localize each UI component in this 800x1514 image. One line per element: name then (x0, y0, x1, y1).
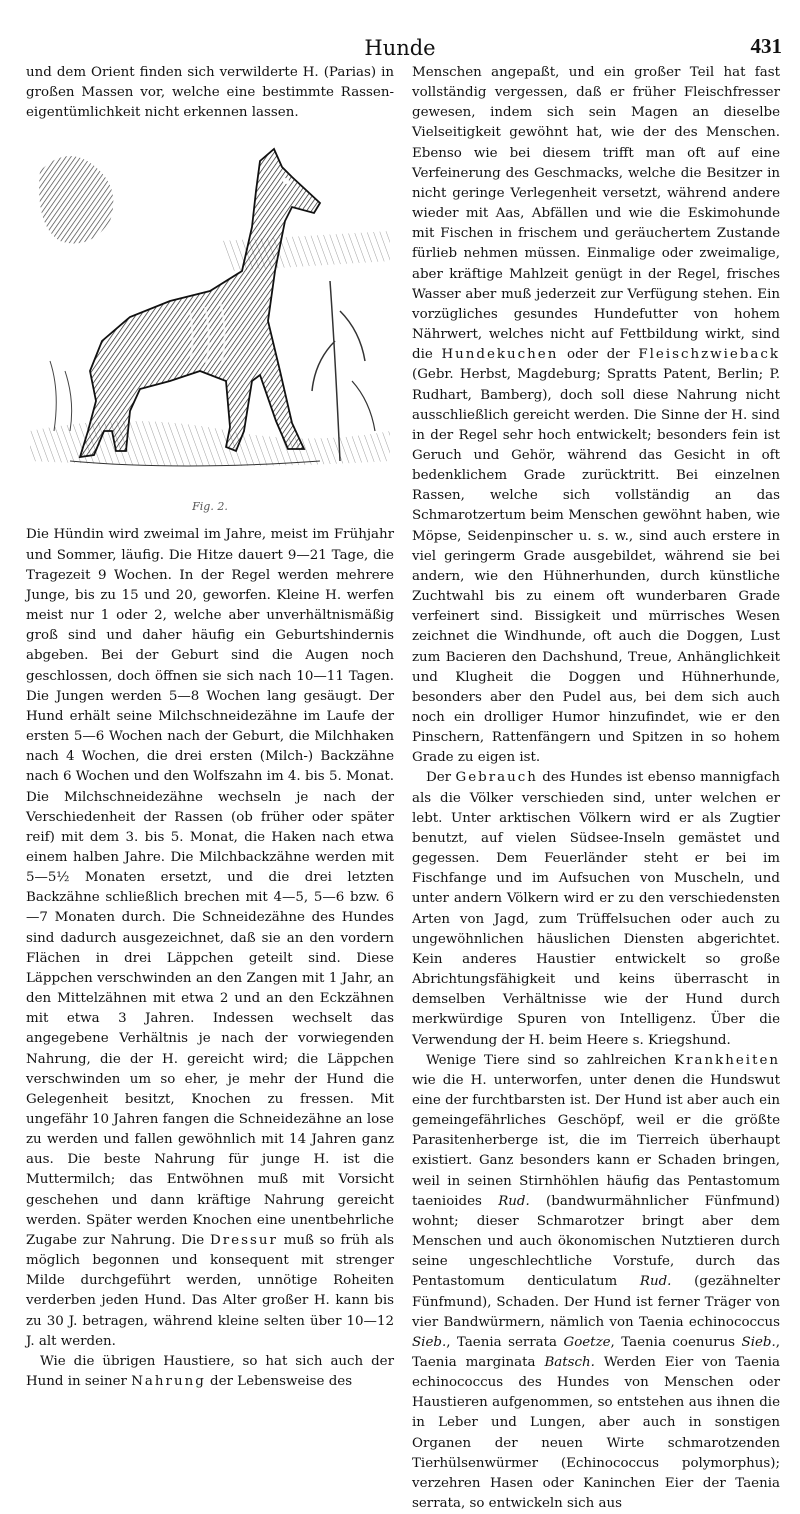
nahrung-term: Nahrung (131, 1374, 206, 1390)
oder-der-text: oder der (558, 347, 639, 363)
intro-paragraph: und dem Orient finden sich verwilderte H. (Parias) in großen Massen vor, welche eine bestimmte Rassen-eigentümlichkeit nicht erkennen lassen. (26, 65, 394, 121)
fleischzwieback-term: Fleischzwieback (638, 347, 780, 363)
author-rud-1: Rud. (498, 1193, 530, 1209)
author-batsch: Batsch. (544, 1355, 595, 1370)
running-head (0, 30, 800, 60)
author-sieb-2: Sieb. (741, 1334, 776, 1350)
food-text-end: der Lebensweise des (205, 1374, 353, 1390)
dog-engraving-icon (30, 131, 390, 501)
food-text-start: Wie die übrigen Haustiere, so hat sich auch der Hund in seiner (26, 1353, 394, 1390)
page-number: 431 (750, 34, 782, 58)
food-paragraph-cont (412, 63, 780, 768)
krankheiten-term: Krankheiten (674, 1052, 780, 1068)
breeding-paragraph (26, 525, 394, 1351)
figure-caption: Fig. 2. (192, 500, 228, 514)
left-column (26, 63, 394, 1392)
hundekuchen-term: Hundekuchen (441, 347, 559, 363)
dressur-term: Dressur (210, 1232, 278, 1248)
disease-paragraph (412, 1051, 780, 1514)
dog-illustration (26, 127, 394, 525)
food-paragraph-start (26, 1352, 394, 1392)
disease-text-3: (gezähnelter Fünfmund), Schaden. Der Hund ist ferner Träger von vier Bandwürmern, nämlich von Taenia echinococcus (412, 1274, 780, 1330)
breeding-text: Die Hündin wird zweimal im Jahre, meist im Frühjahr und Sommer, läufig. Die Hitze dauert 9—21 Tage, die Tragezeit 9 Wochen. In der Regel werden mehrere Junge, bis zu 15 und 20, geworfen. Kleine H. werfen meist nur 1 oder 2, welche aber unverhältnismäßig groß sind und daher häufig ein Geburtshindernis abgeben. Bei der Geburt sind die Augen noch geschlossen, doch öffnen sie sich nach 10—11 Tagen. Die Jungen werden 5—8 Wochen lang gesäugt. Der Hund erhält seine Milchschneidezähne im Laufe der ersten 5—6 Wochen nach der Geburt, die Milchhaken nach 4 Wochen, die drei ersten (Milch-) Backzähne nach 6 Wochen und den Wolfszahn im 4. bis 5. Monat. Die Milchschneidezähne wechseln je nach der Verschiedenheit der Rassen (ob früher oder später reif) mit dem 3. bis 5. Monat, die Haken nach etwa einem halben Jahre. Die Milchbackzähne werden mit 5—5½ Monaten ersetzt, und die drei letzten Backzähne schließlich brechen mit 4—5, 5—6 bzw. 6—7 Monaten durch. Die Schneidezähne des Hundes sind dadurch ausgezeichnet, daß sie an den vordern Flächen in drei Läppchen geteilt sind. Diese Läppchen verschwinden an den Zangen mit 1 Jahr, an den Mittelzähnen mit etwa 2 und an den Eckzähnen mit etwa 3 Jahren. Indessen wechselt das angegebene Verhältnis je nach der vorwiegenden Nahrung, die der H. gereicht wird; die Läppchen verschwinden um so eher, je mehr der Hund die Gelegenheit besitzt, Knochen zu fressen. Mit ungefähr 10 Jahren fangen die Schneidezähne an lose zu werden und fallen gewöhnlich mit 14 Jahren ganz aus. Die beste Nahrung für junge H. ist die Muttermilch; das Entwöhnen muß mit Vorsicht geschehen und dann kräftige Nahrung gereicht werden. Später werden Knochen eine unentbehrliche Zugabe zur Nahrung. Die (26, 527, 394, 1248)
disease-text-7: Werden Eier von Taenia echinococcus des Hundes von Menschen oder Haustieren aufgenommen, so entstehen aus ihnen die in Leber und Lungen, aber auch in sonstigen Organen der neuen Wirte schmarotzenden Tierhülsenwürmer (Echinococcus polymorphus); verzehren Hasen oder Kaninchen Eier der Taenia serrata, so entwickeln sich aus (412, 1355, 780, 1512)
author-sieb-1: Sieb. (412, 1334, 447, 1350)
disease-text-5: , Taenia coenurus (610, 1334, 742, 1350)
food-tail-text: (Gebr. Herbst, Magdeburg; Spratts Patent, Berlin; P. Rudhart, Bamberg), doch soll diese Nahrung nicht ausschließlich gereicht werden. Die Sinne der H. sind in der Regel sehr hoch entwickelt; besonders fein ist Geruch und Gehör, während das Gesicht in oft bedenklichem Grade zurücktritt. Bei einzelnen Rassen, welche sich vollständig an das Schmarotzertum beim Menschen gewöhnt haben, wie Möpse, Seidenpinscher u. s. w., sind auch erstere in viel geringerm Grade ausgebildet, während sie bei andern, wie den Hühnerhunden, durch künstliche Zuchtwahl bis zu einem oft wunderbaren Grade verfeinert sind. Bissigkeit und mürrisches Wesen zeichnet die Windhunde, oft auch die Doggen, Lust zum Bacieren den Dachshund, Treue, Anhänglichkeit und Klugheit die Doggen und Hühnerhunde, besonders aber den Pudel aus, bei dem sich auch noch ein drolliger Humor hinzufindet, wie er den Pinschern, Rattenfängern und Spitzen in so hohem Grade zu eigen ist. (412, 367, 780, 766)
use-text: des Hundes ist ebenso mannigfach als die Völker verschieden sind, unter welchen er lebt. Unter arktischen Völkern wird er als Zugtier benutzt, auf vielen Südsee-Inseln gemästet und gegessen. Dem Feuerländer steht er bei im Fischfange und im Aufsuchen von Muscheln, und unter andern Völkern wird er zu den verschiedensten Arten von Jagd, zum Trüffelsuchen oder auch zu ungewöhnlichen häuslichen Diensten abgerichtet. Kein anderes Haustier entwickelt so große Abrichtungsfähigkeit und keins überrascht in demselben Verhältnisse wie der Hund durch merkwürdige Spuren von Intelligenz. Über die Verwendung der H. beim Heere s. Kriegshund. (412, 770, 780, 1048)
disease-text-start: Wenige Tiere sind so zahlreichen (426, 1052, 675, 1068)
disease-text-4: , Taenia serrata (446, 1334, 564, 1350)
author-rud-2: Rud. (639, 1274, 672, 1290)
disease-text-1: wie die H. unterworfen, unter denen die Hundswut eine der furchtbarsten ist. Der Hund ist aber auch ein gemeingefährliches Geschöpf, weil er die größte Parasitenherberge ist, die im Tierreich überhaupt existiert. Ganz besonders kann er Schaden bringen, weil in seinen Stirnhöhlen häufig das Pentastomum taenioides (412, 1072, 780, 1209)
disease-text-2: (bandwurmähnlicher Fünfmund) wohnt; dieser Schmarotzer bringt aber dem Menschen und auch ökonomischen Nutztieren durch seine ungeschlechtliche Vorstufe, durch das Pentastomum denticulatum (412, 1193, 780, 1290)
page-title: Hunde (364, 36, 436, 60)
gebrauch-term: Gebrauch (455, 770, 538, 786)
right-column (412, 63, 780, 1514)
author-goetze: Goetze (563, 1334, 611, 1350)
food-cont-text: Menschen angepaßt, und ein großer Teil hat fast vollständig vergessen, daß er früher Fleischfresser gewesen, indem sich sein Magen an dieselbe Vielseitigkeit gewöhnt hat, wie der des Menschen. Ebenso wie bei diesem trifft man oft auf eine Verfeinerung des Geschmacks, welche die Besitzer in nicht geringe Verlegenheit versetzt, während andere wieder mit Aas, Abfällen und wie die Eskimohunde mit Fischen in frischem und geräuchertem Zustande fürlieb nehmen müssen. Einmalige oder zweimalige, aber kräftige Mahlzeit genügt in der Regel, frisches Wasser aber muß jederzeit zur Verfügung stehen. Ein vorzügliches gesundes Hundefutter von hohem Nährwert, welches nicht auf Fettbildung wirkt, sind die (412, 65, 780, 363)
disease-text-6: , Taenia marginata (412, 1334, 780, 1370)
use-paragraph: Der Gebrauch des Hundes ist ebenso mannigfach als die Völker verschieden sind, unter welchen er lebt. Unter arktischen Völkern wird er als Zugtier benutzt, auf vielen Südsee-Inseln gemästet und gegessen. Dem Feuerländer steht er bei im Fischfange und im Aufsuchen von Muscheln, und unter andern Völkern wird er zu den verschiedensten Arten von Jagd, zum Trüffelsuchen oder auch zu ungewöhnlichen häuslichen Diensten abgerichtet. Kein anderes Haustier entwickelt so große Abrichtungsfähigkeit und keins überrascht in demselben Verhältnisse wie der Hund durch merkwürdige Spuren von Intelligenz. Über die Verwendung der H. beim Heere s. Kriegshund. (412, 770, 780, 1048)
dressur-text: muß so früh als möglich begonnen und konsequent mit strenger Milde durchgeführt werden, unnötige Roheiten verderben jeden Hund. Das Alter großer H. kann bis zu 30 J. betragen, während kleine selten über 10—12 J. alt werden. (26, 1232, 394, 1349)
